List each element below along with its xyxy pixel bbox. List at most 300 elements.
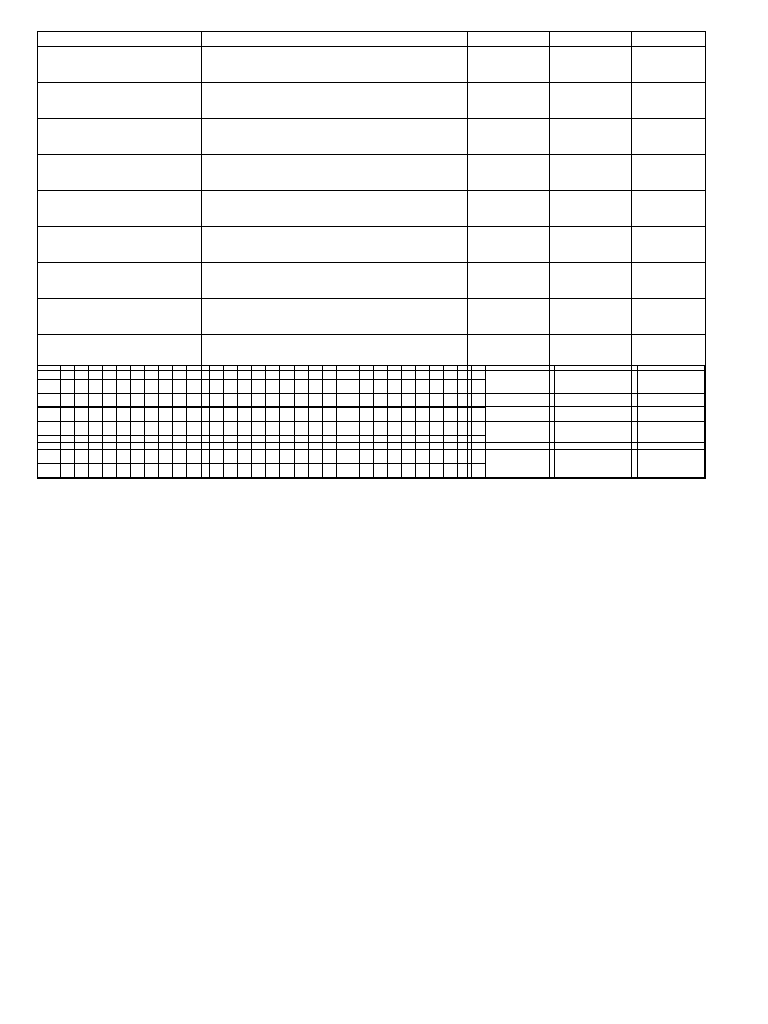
tally-box[interactable] [252, 450, 266, 464]
tally-box[interactable] [173, 394, 187, 408]
tally-box[interactable] [224, 450, 238, 464]
tally-digit-header [322, 366, 336, 380]
tally-box[interactable] [224, 464, 238, 478]
tally-box[interactable] [238, 464, 252, 478]
tally-box[interactable] [387, 464, 401, 478]
batsmen-header [38, 32, 202, 47]
how-out-cell[interactable] [468, 191, 550, 227]
run-tally-table [37, 365, 705, 478]
tally-box[interactable] [401, 450, 415, 464]
tally-box[interactable] [224, 408, 238, 422]
tally-box[interactable] [294, 464, 308, 478]
bowler-cell[interactable] [550, 119, 632, 155]
tally-box[interactable] [294, 394, 308, 408]
batsman-score-dots[interactable] [202, 263, 468, 299]
tally-box[interactable] [322, 464, 336, 478]
tally-box[interactable] [280, 422, 294, 436]
extras-leg-byes-tally[interactable] [554, 422, 637, 450]
tally-box[interactable] [224, 436, 238, 450]
tally-box[interactable] [224, 422, 238, 436]
tally-box[interactable] [131, 464, 145, 478]
tally-digit-header [131, 366, 145, 380]
tally-box[interactable] [415, 394, 429, 408]
tally-box[interactable] [359, 464, 373, 478]
tally-box[interactable] [159, 380, 173, 394]
tally-box[interactable] [103, 436, 117, 450]
tally-box[interactable] [280, 436, 294, 450]
tally-box[interactable] [280, 408, 294, 422]
runs-cell[interactable] [632, 299, 706, 335]
tally-box[interactable] [294, 450, 308, 464]
tally-digit-header [387, 366, 401, 380]
extras-no-balls-tally[interactable] [554, 450, 637, 478]
tally-digit-header [224, 366, 238, 380]
tally-digit-header [294, 366, 308, 380]
tally-digit-header [117, 366, 131, 380]
tally-tens-label [336, 464, 359, 478]
tally-box[interactable] [387, 394, 401, 408]
tally-box[interactable] [89, 422, 103, 436]
tally-digit-header [429, 366, 443, 380]
tally-box[interactable] [359, 380, 373, 394]
tally-tens-label [187, 366, 210, 380]
runs-cell[interactable] [632, 47, 706, 83]
batsman-row [38, 227, 706, 263]
tally-box[interactable] [131, 436, 145, 450]
tally-box[interactable] [117, 394, 131, 408]
tally-box[interactable] [89, 408, 103, 422]
tally-box[interactable] [359, 394, 373, 408]
bowler-cell[interactable] [550, 191, 632, 227]
tally-box[interactable] [457, 450, 471, 464]
tally-digit-header [159, 366, 173, 380]
tally-box[interactable] [159, 408, 173, 422]
tally-box[interactable] [252, 422, 266, 436]
batsman-name-cell[interactable] [38, 299, 202, 335]
tally-tens-label [38, 408, 61, 422]
extras-no-balls-label [485, 450, 554, 478]
how-out-cell[interactable] [468, 47, 550, 83]
batsman-name-cell[interactable] [38, 263, 202, 299]
tally-box[interactable] [294, 380, 308, 394]
tally-digit-header [415, 366, 429, 380]
tally-box[interactable] [359, 450, 373, 464]
tally-box[interactable] [308, 450, 322, 464]
tally-box[interactable] [252, 408, 266, 422]
tally-box[interactable] [210, 408, 224, 422]
tally-box[interactable] [322, 380, 336, 394]
tally-box[interactable] [401, 408, 415, 422]
tally-box[interactable] [173, 450, 187, 464]
tally-box[interactable] [159, 422, 173, 436]
bowler-cell[interactable] [550, 83, 632, 119]
extras-leg-byes-label [485, 422, 554, 450]
tally-box[interactable] [457, 394, 471, 408]
tally-tens-label [336, 422, 359, 436]
tally-box[interactable] [457, 464, 471, 478]
tally-box[interactable] [280, 450, 294, 464]
tally-box[interactable] [238, 394, 252, 408]
tally-box[interactable] [429, 436, 443, 450]
tally-box[interactable] [322, 436, 336, 450]
tally-box[interactable] [159, 394, 173, 408]
runs-cell[interactable] [632, 191, 706, 227]
bowler-cell[interactable] [550, 47, 632, 83]
tally-box[interactable] [117, 464, 131, 478]
batsman-row [38, 155, 706, 191]
tally-box[interactable] [471, 450, 485, 464]
tally-box[interactable] [103, 422, 117, 436]
tally-tens-label [336, 436, 359, 450]
tally-box[interactable] [387, 450, 401, 464]
tally-box[interactable] [224, 380, 238, 394]
tally-box[interactable] [74, 450, 88, 464]
tally-box[interactable] [415, 380, 429, 394]
tally-box[interactable] [210, 436, 224, 450]
how-out-cell[interactable] [468, 299, 550, 335]
tally-box[interactable] [387, 408, 401, 422]
tally-box[interactable] [145, 380, 159, 394]
batsman-name-cell[interactable] [38, 119, 202, 155]
tally-box[interactable] [266, 394, 280, 408]
tally-box[interactable] [145, 450, 159, 464]
tally-box[interactable] [173, 422, 187, 436]
tally-box[interactable] [131, 408, 145, 422]
tally-box[interactable] [145, 464, 159, 478]
tally-box[interactable] [210, 450, 224, 464]
tally-box[interactable] [103, 380, 117, 394]
tally-box[interactable] [387, 422, 401, 436]
tally-digit-header [74, 366, 88, 380]
tally-tens-label [38, 464, 61, 478]
tally-box[interactable] [159, 450, 173, 464]
tally-box[interactable] [117, 422, 131, 436]
extras-wides-label [485, 394, 554, 422]
how-out-cell[interactable] [468, 83, 550, 119]
tally-box[interactable] [443, 464, 457, 478]
tally-box[interactable] [443, 408, 457, 422]
runs-cell[interactable] [632, 119, 706, 155]
tally-box[interactable] [210, 422, 224, 436]
tally-tens-label [336, 408, 359, 422]
how-out-cell[interactable] [468, 155, 550, 191]
tally-box[interactable] [89, 436, 103, 450]
tally-tens-label [38, 450, 61, 464]
tally-box[interactable] [74, 464, 88, 478]
tally-box[interactable] [145, 394, 159, 408]
tally-box[interactable] [238, 422, 252, 436]
tally-box[interactable] [373, 436, 387, 450]
tally-box[interactable] [471, 436, 485, 450]
tally-box[interactable] [117, 380, 131, 394]
tally-digit-header [89, 366, 103, 380]
tally-box[interactable] [266, 450, 280, 464]
tally-tens-label [187, 394, 210, 408]
tally-digit-header [173, 366, 187, 380]
tally-box[interactable] [60, 450, 74, 464]
tally-box[interactable] [173, 408, 187, 422]
tally-digit-header [266, 366, 280, 380]
tally-box[interactable] [117, 408, 131, 422]
tally-box[interactable] [443, 422, 457, 436]
tally-box[interactable] [173, 436, 187, 450]
tally-box[interactable] [387, 436, 401, 450]
tally-box[interactable] [471, 464, 485, 478]
tally-tens-label [38, 394, 61, 408]
batsman-row [38, 191, 706, 227]
tally-box[interactable] [89, 450, 103, 464]
tally-box[interactable] [238, 408, 252, 422]
tally-digit-header [359, 366, 373, 380]
match-header [38, 14, 706, 32]
batsman-score-dots[interactable] [202, 191, 468, 227]
tally-row [38, 366, 705, 380]
how-out-cell[interactable] [468, 263, 550, 299]
tally-box[interactable] [252, 464, 266, 478]
tally-digit-header [308, 366, 322, 380]
tally-box[interactable] [266, 436, 280, 450]
batsman-row [38, 119, 706, 155]
extras-byes-label [485, 366, 554, 394]
tally-box[interactable] [401, 464, 415, 478]
tally-digit-header [457, 366, 471, 380]
batsman-row [38, 47, 706, 83]
tally-box[interactable] [173, 464, 187, 478]
tally-digit-header [471, 366, 485, 380]
tally-box[interactable] [60, 436, 74, 450]
batsman-score-dots[interactable] [202, 299, 468, 335]
tally-box[interactable] [60, 408, 74, 422]
tally-box[interactable] [224, 394, 238, 408]
bowler-header [550, 32, 632, 47]
tally-box[interactable] [159, 436, 173, 450]
tally-box[interactable] [359, 436, 373, 450]
extras-byes-total[interactable] [638, 366, 705, 394]
tally-box[interactable] [89, 380, 103, 394]
batsman-name-cell[interactable] [38, 227, 202, 263]
tally-box[interactable] [471, 408, 485, 422]
tally-digit-header [373, 366, 387, 380]
tally-box[interactable] [401, 394, 415, 408]
tally-box[interactable] [266, 464, 280, 478]
extras-wides-tally[interactable] [554, 394, 637, 422]
batsman-score-header [632, 32, 706, 47]
tally-box[interactable] [252, 380, 266, 394]
runs-cell[interactable] [632, 155, 706, 191]
tally-digit-header [401, 366, 415, 380]
tally-box[interactable] [294, 422, 308, 436]
extras-no-balls-total[interactable] [638, 450, 705, 478]
tally-box[interactable] [429, 380, 443, 394]
tally-box[interactable] [60, 394, 74, 408]
tally-box[interactable] [89, 394, 103, 408]
tally-box[interactable] [471, 422, 485, 436]
tally-tens-label [336, 394, 359, 408]
extras-leg-byes-total[interactable] [638, 422, 705, 450]
bowler-cell[interactable] [550, 299, 632, 335]
tally-box[interactable] [308, 436, 322, 450]
tally-box[interactable] [159, 464, 173, 478]
tally-digit-header [103, 366, 117, 380]
tally-box[interactable] [74, 408, 88, 422]
tally-box[interactable] [294, 408, 308, 422]
tally-box[interactable] [238, 450, 252, 464]
tally-box[interactable] [74, 436, 88, 450]
extras-byes-tally[interactable] [554, 366, 637, 394]
batsman-score-dots[interactable] [202, 227, 468, 263]
tally-box[interactable] [308, 380, 322, 394]
tally-box[interactable] [457, 436, 471, 450]
batsman-name-cell[interactable] [38, 155, 202, 191]
tally-box[interactable] [145, 436, 159, 450]
runs-cell[interactable] [632, 263, 706, 299]
bowler-cell[interactable] [550, 263, 632, 299]
tally-box[interactable] [238, 380, 252, 394]
tally-box[interactable] [294, 436, 308, 450]
tally-tens-label [38, 436, 61, 450]
tally-box[interactable] [266, 408, 280, 422]
tally-box[interactable] [103, 464, 117, 478]
tally-box[interactable] [131, 394, 145, 408]
tally-box[interactable] [131, 422, 145, 436]
tally-row [38, 450, 705, 464]
tally-digit-header [210, 366, 224, 380]
runs-cell[interactable] [632, 227, 706, 263]
tally-digit-header [60, 366, 74, 380]
tally-box[interactable] [252, 436, 266, 450]
tally-tens-label [336, 366, 359, 380]
how-out-cell[interactable] [468, 119, 550, 155]
bowler-cell[interactable] [550, 155, 632, 191]
tally-box[interactable] [429, 422, 443, 436]
batsman-name-cell[interactable] [38, 83, 202, 119]
tally-box[interactable] [415, 422, 429, 436]
tally-box[interactable] [266, 422, 280, 436]
tally-box[interactable] [415, 408, 429, 422]
tally-box[interactable] [401, 380, 415, 394]
tally-box[interactable] [145, 422, 159, 436]
batsman-name-cell[interactable] [38, 47, 202, 83]
tally-box[interactable] [373, 408, 387, 422]
tally-digit-header [252, 366, 266, 380]
tally-box[interactable] [359, 408, 373, 422]
batsman-score-dots[interactable] [202, 155, 468, 191]
tally-box[interactable] [443, 436, 457, 450]
tally-box[interactable] [103, 450, 117, 464]
batsman-name-cell[interactable] [38, 191, 202, 227]
tally-box[interactable] [443, 394, 457, 408]
tally-box[interactable] [429, 408, 443, 422]
tally-box[interactable] [266, 380, 280, 394]
tally-box[interactable] [443, 450, 457, 464]
tally-box[interactable] [308, 394, 322, 408]
tally-box[interactable] [308, 422, 322, 436]
tally-box[interactable] [74, 380, 88, 394]
tally-box[interactable] [103, 408, 117, 422]
batsman-score-dots[interactable] [202, 119, 468, 155]
tally-box[interactable] [415, 464, 429, 478]
tally-box[interactable] [359, 422, 373, 436]
tally-box[interactable] [145, 408, 159, 422]
tally-box[interactable] [387, 380, 401, 394]
tally-box[interactable] [457, 422, 471, 436]
tally-tens-label [187, 436, 210, 450]
tally-box[interactable] [322, 450, 336, 464]
tally-box[interactable] [443, 380, 457, 394]
tally-box[interactable] [173, 380, 187, 394]
tally-box[interactable] [322, 422, 336, 436]
tally-box[interactable] [415, 450, 429, 464]
tally-digit-header [238, 366, 252, 380]
bowler-cell[interactable] [550, 227, 632, 263]
tally-tens-label [38, 380, 61, 394]
tally-box[interactable] [429, 464, 443, 478]
tally-box[interactable] [238, 436, 252, 450]
tally-box[interactable] [74, 422, 88, 436]
score-header [202, 32, 468, 47]
tally-box[interactable] [131, 380, 145, 394]
tally-box[interactable] [322, 394, 336, 408]
batsman-score-dots[interactable] [202, 83, 468, 119]
how-out-header [468, 32, 550, 47]
tally-box[interactable] [252, 394, 266, 408]
tally-box[interactable] [322, 408, 336, 422]
tally-box[interactable] [457, 380, 471, 394]
tally-box[interactable] [89, 464, 103, 478]
runs-cell[interactable] [632, 83, 706, 119]
tally-box[interactable] [471, 380, 485, 394]
tally-box[interactable] [131, 450, 145, 464]
tally-box[interactable] [117, 450, 131, 464]
tally-box[interactable] [373, 394, 387, 408]
tally-box[interactable] [280, 394, 294, 408]
batsman-score-dots[interactable] [202, 47, 468, 83]
tally-box[interactable] [60, 380, 74, 394]
tally-box[interactable] [471, 394, 485, 408]
tally-tens-label [187, 380, 210, 394]
tally-box[interactable] [457, 408, 471, 422]
tally-box[interactable] [401, 436, 415, 450]
tally-box[interactable] [60, 422, 74, 436]
tally-box[interactable] [373, 464, 387, 478]
tally-box[interactable] [415, 436, 429, 450]
tally-box[interactable] [373, 380, 387, 394]
tally-box[interactable] [60, 464, 74, 478]
tally-tens-label [187, 464, 210, 478]
tally-digit-header [443, 366, 457, 380]
tally-box[interactable] [401, 422, 415, 436]
tally-tens-label [187, 408, 210, 422]
tally-box[interactable] [280, 380, 294, 394]
extras-wides-total[interactable] [638, 394, 705, 422]
tally-tens-label [38, 422, 61, 436]
tally-box[interactable] [74, 394, 88, 408]
tally-box[interactable] [210, 464, 224, 478]
tally-box[interactable] [429, 450, 443, 464]
tally-box[interactable] [308, 408, 322, 422]
tally-digit-header [145, 366, 159, 380]
tally-box[interactable] [210, 394, 224, 408]
tally-box[interactable] [308, 464, 322, 478]
tally-box[interactable] [103, 394, 117, 408]
how-out-cell[interactable] [468, 227, 550, 263]
tally-box[interactable] [429, 394, 443, 408]
tally-box[interactable] [117, 436, 131, 450]
tally-box[interactable] [373, 450, 387, 464]
tally-box[interactable] [373, 422, 387, 436]
tally-box[interactable] [210, 380, 224, 394]
tally-box[interactable] [280, 464, 294, 478]
